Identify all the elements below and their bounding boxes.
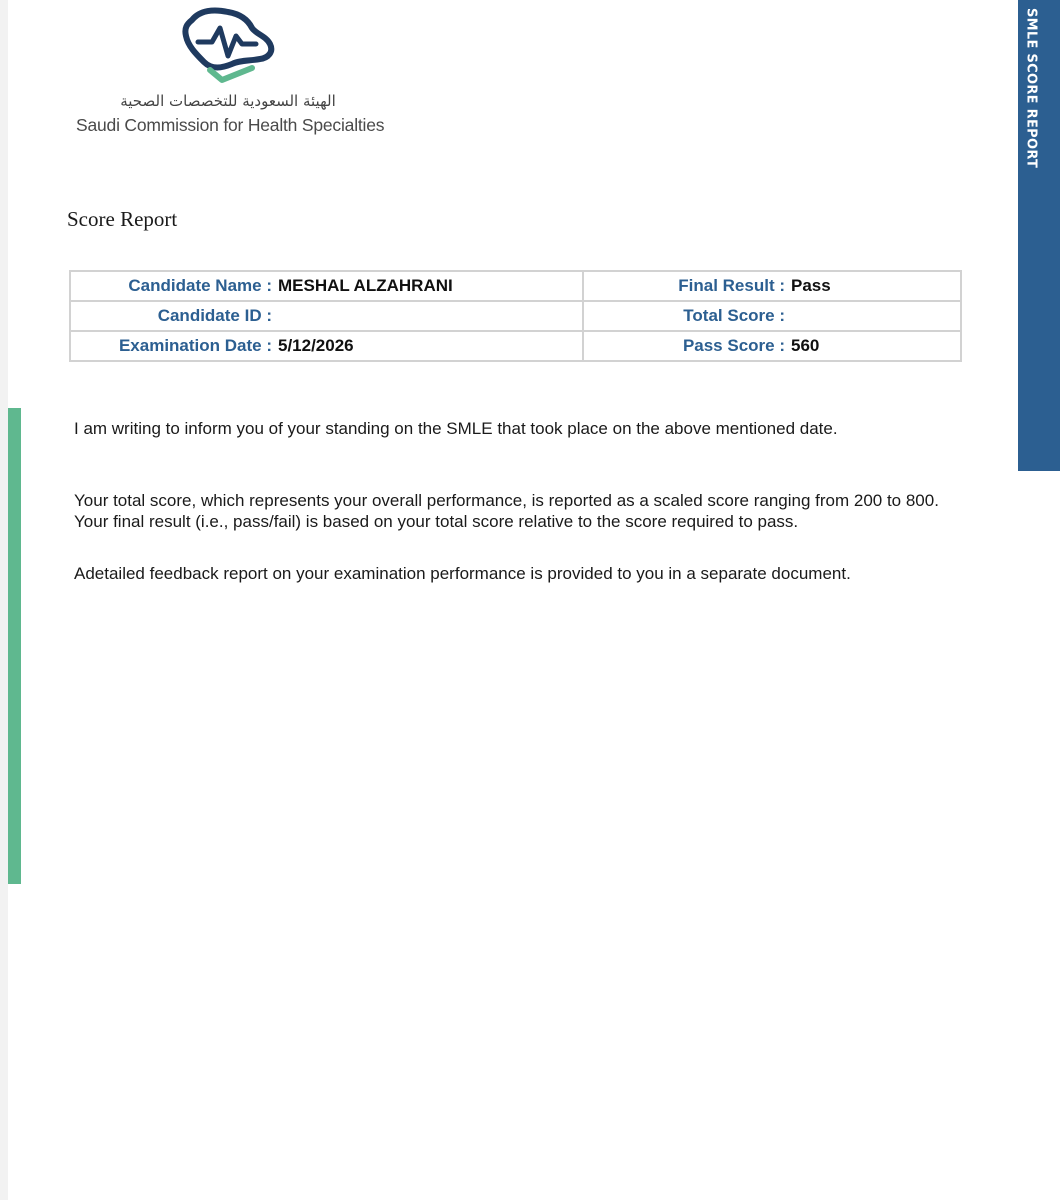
- body-paragraph-score-explanation: Your total score, which represents your overall performance, is reported as a scaled score ranging from 200 to 800. Your final result (i.e., pass/fail) is based on your total score relative to the score required to pass.: [74, 491, 939, 531]
- body-paragraph-standing: I am writing to inform you of your standing on the SMLE that took place on the above mentioned date.: [74, 419, 838, 438]
- candidate-id-label: Candidate ID :: [157, 306, 272, 325]
- table-row: [70, 271, 961, 301]
- exam-date-cell: [70, 331, 583, 361]
- logo-english-name: Saudi Commission for Health Specialties: [76, 115, 385, 135]
- table-row: [70, 331, 961, 361]
- map-heartbeat-logo-icon: [178, 6, 278, 88]
- green-accent-bar: [8, 408, 21, 884]
- page-title: Score Report: [67, 207, 178, 231]
- candidate-id-cell: [70, 301, 583, 331]
- exam-date-value: 5/12/2026: [278, 336, 354, 355]
- body-paragraph-feedback: Adetailed feedback report on your examination performance is provided to you in a separate document.: [74, 564, 851, 583]
- organization-logo: [68, 6, 388, 141]
- total-score-cell: [583, 301, 961, 331]
- final-result-value: Pass: [791, 276, 831, 295]
- table-row: [70, 301, 961, 331]
- logo-arabic-name: الهيئة السعودية للتخصصات الصحية: [120, 92, 336, 110]
- total-score-label: Total Score :: [683, 306, 785, 325]
- pass-score-value: 560: [791, 336, 820, 355]
- exam-date-label: Examination Date :: [118, 336, 272, 355]
- final-result-label: Final Result :: [678, 276, 785, 295]
- pass-score-cell: [583, 331, 961, 361]
- document-page: [8, 0, 1060, 1200]
- candidate-info-table: [69, 270, 962, 362]
- candidate-name-cell: [70, 271, 583, 301]
- candidate-name-value: MESHAL ALZAHRANI: [278, 276, 453, 295]
- candidate-name-label: Candidate Name :: [128, 276, 272, 295]
- final-result-cell: [583, 271, 961, 301]
- side-banner-title: SMLE SCORE REPORT: [1023, 8, 1039, 169]
- pass-score-label: Pass Score :: [682, 336, 785, 355]
